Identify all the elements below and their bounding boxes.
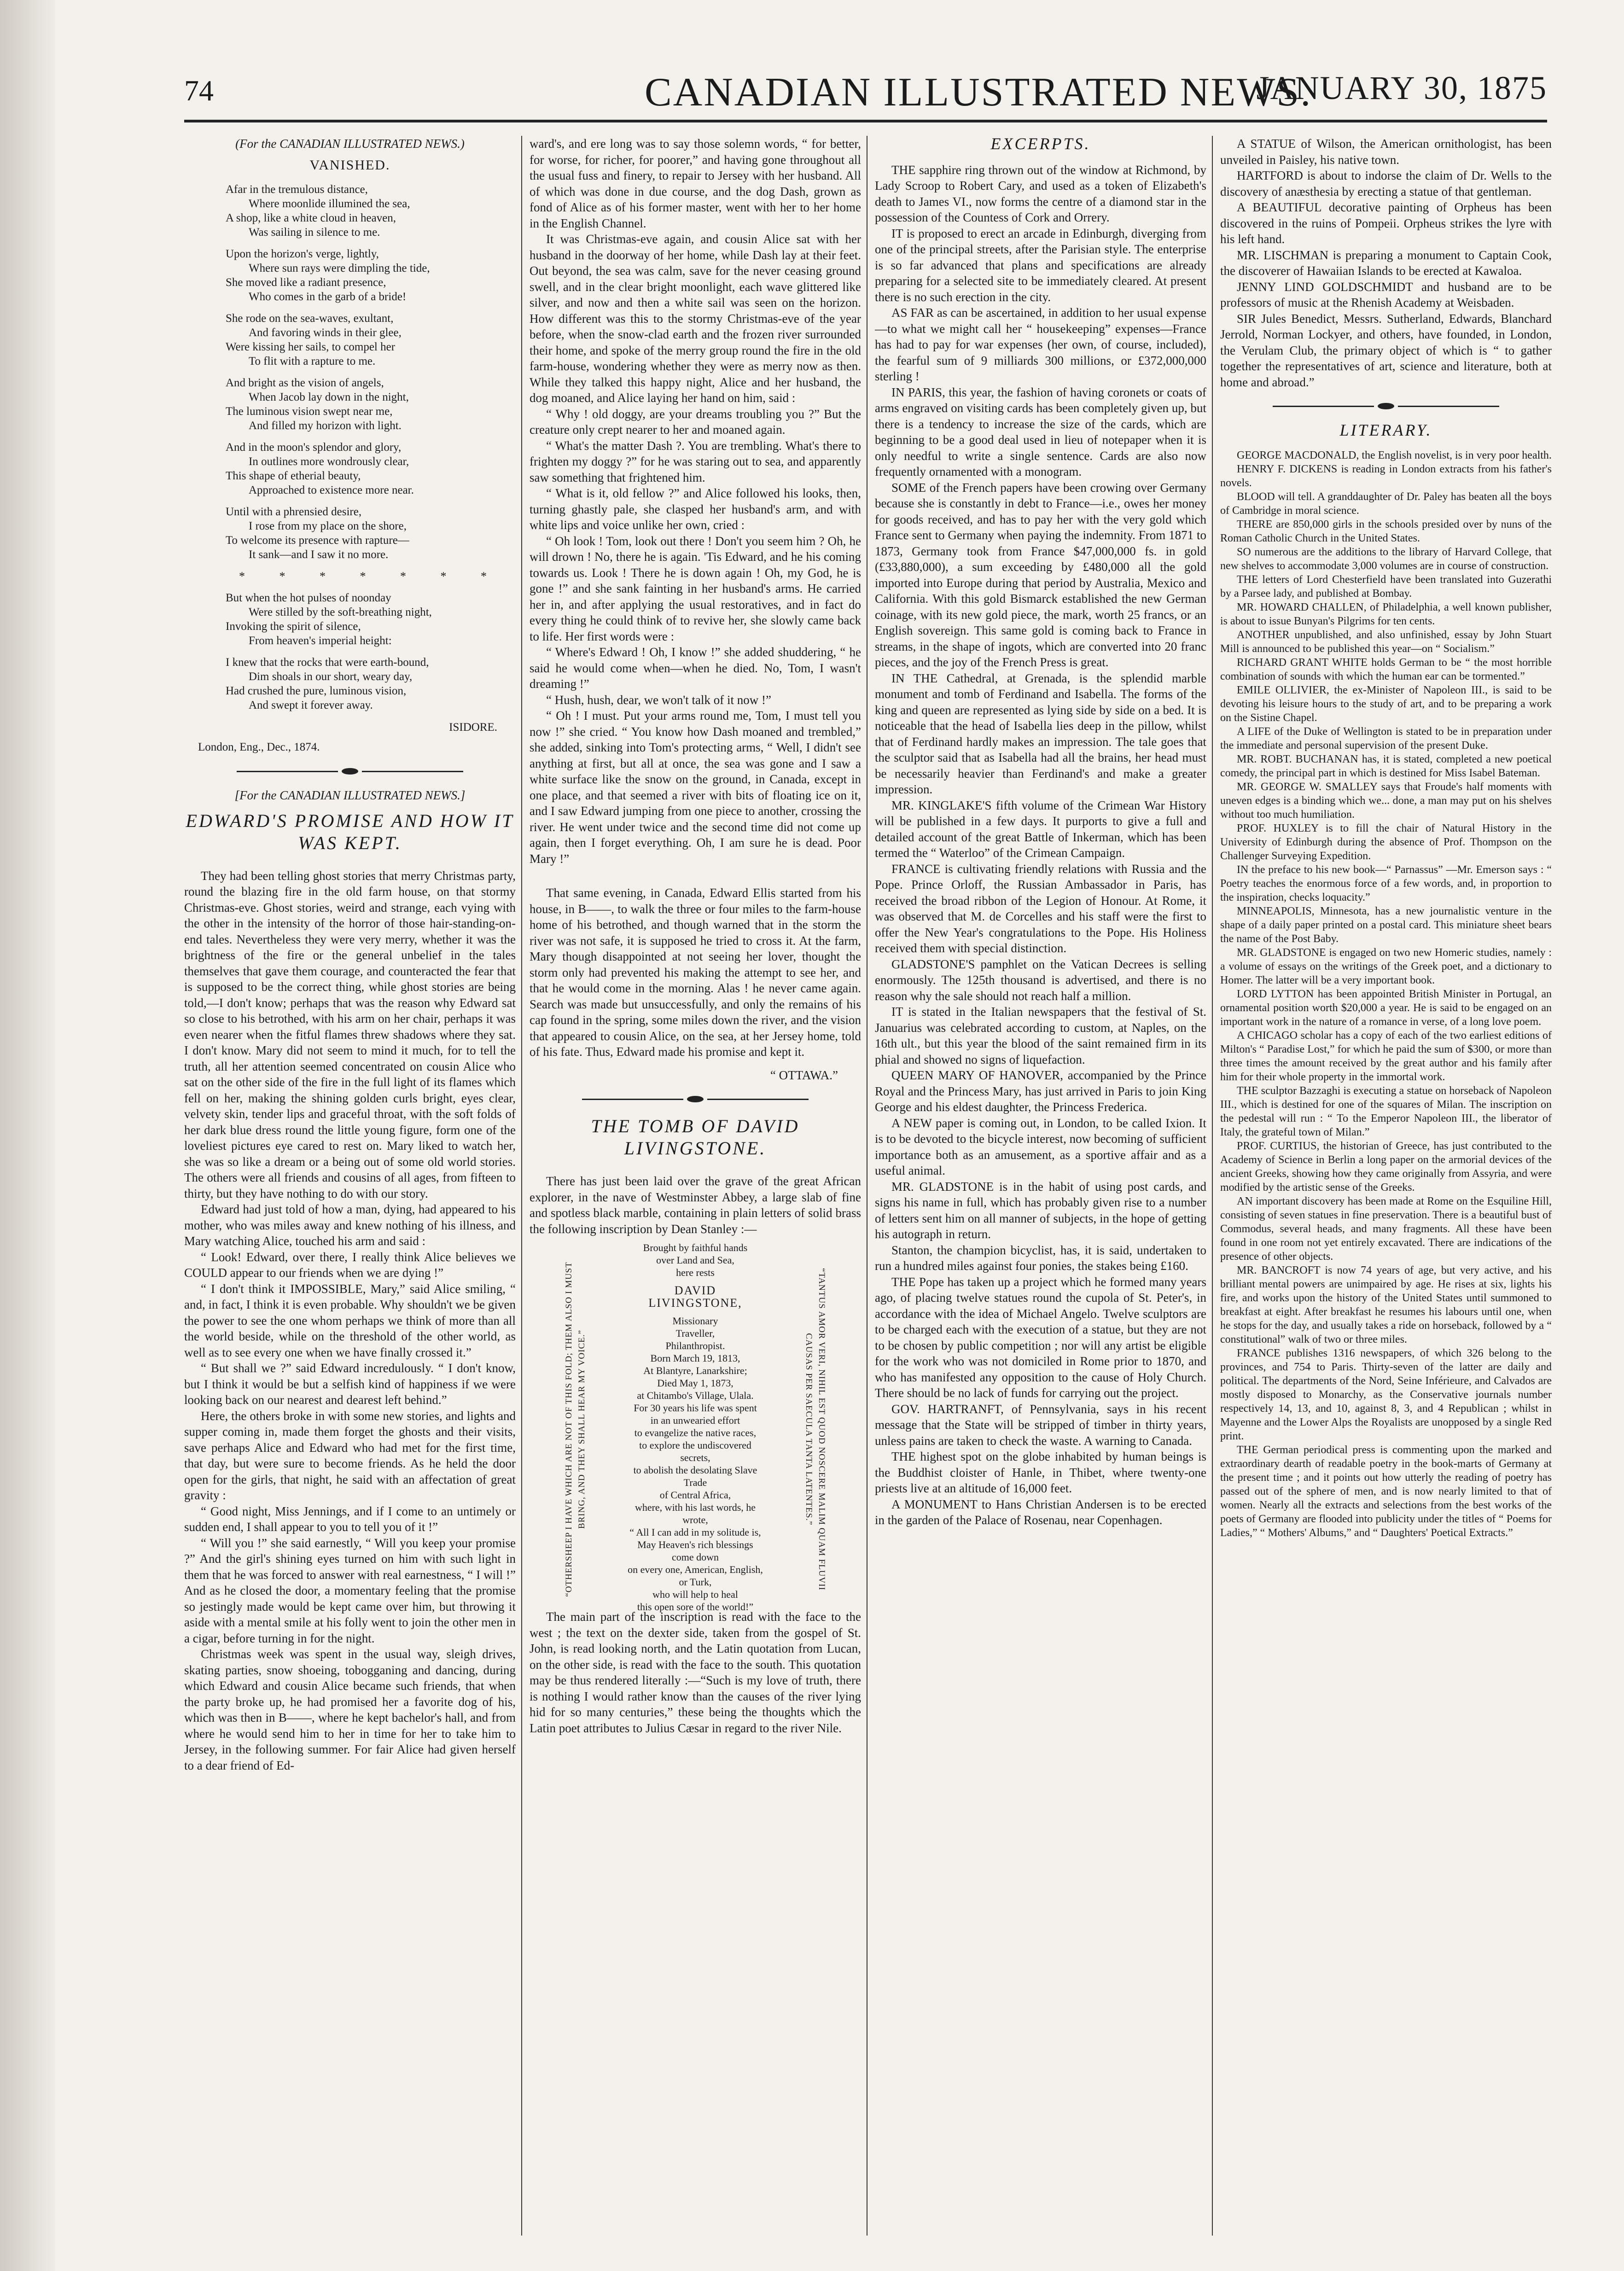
literary-item: ANOTHER unpublished, and also unfinished, essay by John Stuart Mill is announced to be published this year—on “ Socialism.” <box>1220 629 1552 655</box>
inscription-line: in an unwearied effort <box>650 1415 740 1426</box>
inscription-line: At Blantyre, Lanarkshire; <box>643 1365 747 1376</box>
excerpt-item: IN PARIS, this year, the fashion of having coronets or coats of arms engraved on visiting cards has been completely given up, but there is a tendency to increase the size of the cards, which are beginning to be a good deal used in lieu of notepaper when it is only needful to write a single sentence. Cards are also now frequently ornamented with a monogram. <box>875 385 1206 478</box>
literary-title: LITERARY. <box>1339 421 1432 439</box>
inscription-line: of Central Africa, <box>659 1489 731 1501</box>
paragraph: “ Where's Edward ! Oh, I know !” she added shuddering, “ he said he would come when—when he died. No, Tom, I wasn't dreaming !” <box>530 645 861 691</box>
paragraph: Christmas week was spent in the usual way, sleigh drives, skating parties, snow shoeing, tobogganing and dancing, during which Edward and cousin Alice became such friends, that when the party broke up, he had promised her a favorite dog of his, which was then in B——, where he kept bachelor's hall, and from where he would send him to her in time for her to take him to Jersey, in the following summer. For fair Alice had given herself to a dear friend of Ed- <box>184 1647 516 1772</box>
excerpt-item: GOV. HARTRANFT, of Pennsylvania, says in his recent message that the State will be stripped of timber in thirty years, unless pains are taken to check the waste. A warning to Canada. <box>875 1402 1206 1448</box>
literary-item: RICHARD GRANT WHITE holds German to be “ the most horrible combination of sounds with which the human ear can be tormented.” <box>1220 656 1552 682</box>
inscription-line: Died May 1, 1873, <box>657 1377 733 1389</box>
inscription-line: Brought by faithful hands <box>643 1242 748 1253</box>
paragraph: ward's, and ere long was to say those solemn words, “ for better, for worse, for richer, for poorer,” and having gone throughout all the usual fuss and finery, to repair to Jersey with her husband. All of which was done in due course, and the dog Dash, grown as fond of Alice as of his former master, went with her to her home in the English Channel. <box>530 137 861 230</box>
stanza <box>226 376 516 433</box>
story-signature: “ OTTAWA.” <box>770 1068 838 1082</box>
inscription-line: who will help to heal <box>652 1589 738 1600</box>
inscription-line: Missionary <box>672 1315 718 1327</box>
poem-line: But when the hot pulses of noonday <box>226 592 391 604</box>
excerpt-item: IT is stated in the Italian newspapers that the festival of St. Januarius was celebrated according to custom, at Naples, on the 16th ult., but this year the blood of the saint remained firm in its phial and showed no signs of liquefaction. <box>875 1005 1206 1066</box>
literary-item: MINNEAPOLIS, Minnesota, has a new journalistic venture in the shape of a daily paper printed on a postal card. This miniature sheet bears the name of the Post Baby. <box>1220 905 1552 945</box>
poem-title: VANISHED. <box>309 157 390 173</box>
poem-line: I knew that the rocks that were earth-bound, <box>226 656 429 669</box>
poem-body <box>184 182 516 712</box>
inscription-line: Philanthropist. <box>665 1340 725 1351</box>
paragraph: Edward had just told of how a man, dying, had appeared to his mother, who was miles away and knew nothing of his illness, and Mary watching Alice, touched his arm and said : <box>184 1202 516 1248</box>
stanza <box>226 440 516 497</box>
column-1 <box>184 136 516 2236</box>
spacer <box>530 867 861 885</box>
excerpt-item: THE sapphire ring thrown out of the window at Richmond, by Lady Scroop to Robert Cary, and used as a token of Elizabeth's death to James VI., now forms the centre of a diamond star in the possession of the Countess of Cork and Orrery. <box>875 163 1206 224</box>
inscription-right-side <box>769 1241 861 1601</box>
literary-item: MR. ROBT. BUCHANAN has, it is stated, completed a new poetical comedy, the principal part in which is destined for Miss Isabel Bateman. <box>1220 753 1552 779</box>
poem-line: Dim shoals in our short, weary day, <box>249 670 413 683</box>
column-4 <box>1220 136 1552 2236</box>
inscription-line: on every one, American, English, or Turk, <box>628 1564 763 1588</box>
excerpt-item: IT is proposed to erect an arcade in Edinburgh, diverging from one of the principal streets, after the Parisian style. The enterprise is so far advanced that plans and specifications are already preparing for a selected site to be immediately cleared. At present there is no such erection in the city. <box>875 226 1206 304</box>
poem-line: And swept it forever away. <box>249 699 373 711</box>
poem-credit: (For the CANADIAN ILLUSTRATED NEWS.) <box>235 137 465 151</box>
literary-item: THERE are 850,000 girls in the schools presided over by nuns of the Roman Catholic Church in the United States. <box>1220 518 1552 544</box>
column-3 <box>875 136 1206 2236</box>
poem-line: This shape of etherial beauty, <box>226 470 361 482</box>
paragraph: “ But shall we ?” said Edward incredulously. “ I don't know, but I think it would be but a selfish kind of happiness if we were looking back on our nearest and dearest left behind.” <box>184 1361 516 1407</box>
poem-line: Who comes in the garb of a bride! <box>249 291 407 303</box>
inscription-line: to explore the undiscovered secrets, <box>639 1439 751 1463</box>
poem-line: Were stilled by the soft-breathing night, <box>249 606 432 618</box>
story-title: EDWARD'S PROMISE AND HOW IT WAS KEPT. <box>186 810 514 853</box>
poem-line: A shop, like a white cloud in heaven, <box>226 212 396 224</box>
excerpt-item: THE highest spot on the globe inhabited by human beings is the Buddhist cloister of Hanle, in Thibet, where twenty-one priests live at an altitude of 16,000 feet. <box>875 1450 1206 1495</box>
inscription-line: “ All I can add in my solitude is, <box>629 1526 761 1538</box>
literary-item: THE letters of Lord Chesterfield have been translated into Guzerathi by a Parsee lady, and published at Bombay. <box>1220 573 1552 600</box>
literary-item: MR. HOWARD CHALLEN, of Philadelphia, a well known publisher, is about to issue Bunyan's Pilgrims for ten cents. <box>1220 601 1552 627</box>
excerpt-item: A BEAUTIFUL decorative painting of Orpheus has been discovered in the ruins of Pompeii. Orpheus strikes the lyre with his left hand. <box>1220 200 1552 246</box>
literary-list <box>1220 448 1552 1540</box>
story-credit: [For the CANADIAN ILLUSTRATED NEWS.] <box>234 788 466 802</box>
paragraph: “ What is it, old fellow ?” and Alice followed his looks, then, turning ghastly pale, she clasped her husband's arm, and with white lips and voice unlike her own, cried : <box>530 486 861 532</box>
poem-line: To flit with a rapture to me. <box>249 355 376 367</box>
excerpt-item: SOME of the French papers have been crowing over Germany because she is constantly in debt to France—i.e., owes her money for goods received, and has to pay her with the very gold which France sent to Germany when paying the indemnity. From 1871 to 1873, Germany took from France $47,000,000 fs. in gold (£33,880,000), a sum exceeding by £480,000 all the gold imported into Europe during that period by Australia, Mexico and California. With this gold Bismarck established the new German coinage, with its new gold piece, the mark, worth 25 francs, or an English sovereign. This same gold is coming back to France in streams, in the shape of ingots, which are converted into 20 franc pieces, and the joy of the French Press is great. <box>875 480 1206 669</box>
inscription-line: May Heaven's rich blessings come down <box>637 1539 753 1563</box>
poem-place-date: London, Eng., Dec., 1874. <box>198 740 320 753</box>
issue-date: JANUARY 30, 1875 <box>1256 70 1547 106</box>
poem-line: It sank—and I saw it no more. <box>249 548 389 561</box>
paragraph: “ I don't think it IMPOSSIBLE, Mary,” said Alice smiling, “ and, in fact, I think it is even probable. Why shouldn't we be given the power to see the one whom perhaps we think of more than all the world beside, while on the threshold of the other world, as well as to see every one when we have finally crossed it.” <box>184 1281 516 1359</box>
poem-line: She rode on the sea-waves, exultant, <box>226 312 394 325</box>
inscription-block <box>530 1241 861 1613</box>
inscription-right-text: “TANTUS AMOR VERI, NIHIL EST QUOD NOSCERE MALIM QUAM FLUVII CAUSAS PER SAECULA TANTA LATENTES.” <box>804 1268 827 1590</box>
inscription-line: to abolish the desolating Slave Trade <box>633 1464 757 1488</box>
stanza <box>226 182 516 239</box>
excerpt-item: A NEW paper is coming out, in London, to be called Ixion. It is to be devoted to the bicycle interest, now becoming of sufficient importance both as an amusement, as a sportive affair and as a useful animal. <box>875 1116 1206 1177</box>
excerpt-item: THE Pope has taken up a project which he formed many years ago, of placing twelve statues round the cupola of St. Peter's, in accordance with the idea of Michael Angelo. Twelve sculptors are to be charged each with the execution of a statue, but they are not to be chosen by public competition ; nor will any artist be eligible for the work who was not domiciled in Rome prior to 1870, and who has manifested any opposition to the cause of Holy Church. There should be no lack of funds for carrying out the project. <box>875 1275 1206 1400</box>
tomb-title: THE TOMB OF DAVID LIVINGSTONE. <box>591 1116 800 1159</box>
literary-item: A LIFE of the Duke of Wellington is stated to be in preparation under the immediate and personal supervision of the present Duke. <box>1220 725 1552 751</box>
poem-line: Invoking the spirit of silence, <box>226 620 361 633</box>
excerpt-item: JENNY LIND GOLDSCHMIDT and husband are to be professors of music at the Rhenish Academy at Weisbaden. <box>1220 280 1552 309</box>
masthead: CANADIAN ILLUSTRATED NEWS. <box>645 70 1312 115</box>
inscription-line: here rests <box>676 1267 715 1278</box>
poem-line: Approached to existence more near. <box>249 484 414 496</box>
poem-line: The luminous vision swept near me, <box>226 405 393 418</box>
paragraph: The main part of the inscription is read with the face to the west ; the text on the dexter side, taken from the gospel of St. John, is read looking north, and the Latin quotation from Lucan, on the other side, is read with the face to the south. This quotation may be thus rendered literally :—“Such is my love of truth, there is nothing I would rather know than the causes of the river lying hid for so many centuries,” these being the thoughts which the Latin poet attributes to Julius Cæsar in regard to the river Nile. <box>530 1610 861 1735</box>
excerpt-item: FRANCE is cultivating friendly relations with Russia and the Pope. Prince Orloff, the Russian Ambassador in Paris, has received the broad ribbon of the Legion of Honour. At Rome, it was observed that M. de Corcelles and his staff were the first to offer the New Year's congratulations to the Pope. His Holiness received them with special distinction. <box>875 862 1206 955</box>
ornament-divider <box>1220 403 1552 409</box>
excerpt-item: MR. KINGLAKE'S fifth volume of the Crimean War History will be published in a few days. It purports to give a full and detailed account of the great Battle of Inkerman, which has been termed the “ Waterloo” of the Crimean Campaign. <box>875 798 1206 860</box>
inscription-line: this open sore of the world!” <box>637 1601 754 1613</box>
inscription-line: Born March 19, 1813, <box>650 1352 740 1364</box>
stanza <box>226 591 516 648</box>
literary-item: THE sculptor Bazzaghi is executing a statue on horseback of Napoleon III., which is destined for one of the squares of Milan. The inscription on the pedestal will run : “ To the Emperor Napoleon III., the liberator of Italy, the grateful town of Milan.” <box>1220 1084 1552 1138</box>
page-number: 74 <box>184 74 214 107</box>
poem-line: She moved like a radiant presence, <box>226 276 386 289</box>
literary-item: GEORGE MACDONALD, the English novelist, is in very poor health. <box>1237 449 1552 461</box>
poem-line: Afar in the tremulous distance, <box>226 183 368 196</box>
poem-line: From heaven's imperial height: <box>249 635 392 647</box>
poem-line: Where sun rays were dimpling the tide, <box>249 262 430 274</box>
inscription-name: DAVID LIVINGSTONE, <box>648 1284 742 1310</box>
literary-item: EMILE OLLIVIER, the ex-Minister of Napoleon III., is said to be devoting his leisure hours to the study of art, and to be preparing a work on the Sistine Chapel. <box>1220 684 1552 724</box>
poem-line: When Jacob lay down in the night, <box>249 391 409 403</box>
excerpt-item: A STATUE of Wilson, the American ornithologist, has been unveiled in Paisley, his native town. <box>1220 137 1552 167</box>
page-header <box>184 55 1547 124</box>
excerpts-title: EXCERPTS. <box>990 136 1091 153</box>
literary-item: HENRY F. DICKENS is reading in London extracts from his father's novels. <box>1220 463 1552 489</box>
literary-item: MR. GLADSTONE is engaged on two new Homeric studies, namely : a volume of essays on the writings of the Greek poet, and a dictionary to Homer. The latter will be a very important book. <box>1220 946 1552 986</box>
inscription-line: over Land and Sea, <box>656 1254 734 1266</box>
inscription-line: where, with his last words, he wrote, <box>634 1502 756 1526</box>
column-rule <box>521 136 522 2236</box>
literary-item: PROF. HUXLEY is to fill the chair of Natural History in the University of Edinburgh during the absence of Prof. Thompson on the Challenger Surveying Expedition. <box>1220 822 1552 862</box>
poem-line: Had crushed the pure, luminous vision, <box>226 685 407 697</box>
paragraph: That same evening, in Canada, Edward Ellis started from his house, in B——, to walk the three or four miles to the farm-house home of his betrothed, and though warned that in the storm the river was not safe, it is supposed he tried to cross it. At the farm, Mary though disappointed at not seeing her lover, thought the storm only had prevented his making the attempt to see her, and that he would come in the morning. Alas ! he never came again. Search was made but unsuccessfully, and only the remains of his cap found in the spring, some miles down the river, and the vision that appeared to cousin Alice, on the sea, at her Jersey home, told of his fate. Thus, Edward made his promise and kept it. <box>530 886 861 1059</box>
paragraph: “ Will you !” she said earnestly, “ Will you keep your promise ?” And the girl's shining eyes turned on him with such light in them that he was forced to answer with real earnestness, “ I will !” And as he closed the door, a momentary feeling that the promise so jestingly made would be kept came over him, but throwing it aside with a mental smile at his folly went to join the other men in a cigar, before turning in for the night. <box>184 1536 516 1645</box>
excerpt-item: AS FAR as can be ascertained, in addition to her usual expense—to what we might call her “ housekeeping” expenses—France has had to pay for war expenses (her own, of course, included), the fearful sum of 9 milliards 300 millions, or £372,000,000 sterling ! <box>875 306 1206 383</box>
inscription-center <box>626 1241 764 1613</box>
paragraph: They had been telling ghost stories that merry Christmas party, round the blazing fire in the old farm house, on that stormy Christmas-eve. Ghost stories, weird and strange, each vying with the other in the intensity of the horror of those hair-standing-on-end tales. Nevertheless they were very merry, whether it was the brightness of the fire or the general unbelief in the tales themselves that gave them courage, and counteracted the fear that is supposed to be the correct thing, while ghost stories are being told,—I don't know; perhaps that was the reason why Edward sat so close to his betrothed, with his arm on her chair, perhaps it was even nearer when the fitful flames threw shadows where they sat. I don't know. Mary did not seem to mind it much, for to tell the truth, all her attention seemed concentrated on cousin Alice who sat on the other side of the fire in the full light of its flames which fell on her, making the shining golden curls bright, eyes clear, velvety skin, tender lips and graceful throat, with the soft folds of her dark blue dress round the little young figure, form one of the loveliest pictures eye cared to rest on. Mary liked to watch her, she was so like a dream or a being out of some old world stories. The others were all friends and cousins of all ages, from fifteen to thirty, but they have nothing to do with our story. <box>184 868 516 1200</box>
poem-line: And bright as the vision of angels, <box>226 377 384 389</box>
paragraph: “ What's the matter Dash ?. You are trembling. What's there to frighten my doggy ?” for he was staring out to sea, and apparently saw something that frightened him. <box>530 438 861 484</box>
poem-line: I rose from my place on the shore, <box>249 520 407 532</box>
stanza <box>226 247 516 304</box>
excerpt-item: A MONUMENT to Hans Christian Andersen is to be erected in the garden of the Palace of Rosenau, near Copenhagen. <box>875 1497 1206 1527</box>
excerpt-item: GLADSTONE'S pamphlet on the Vatican Decrees is selling enormously. The 125th thousand is advertised, and there is no reason why the sale should not reach half a million. <box>875 957 1206 1003</box>
literary-item: MR. BANCROFT is now 74 years of age, but very active, and his brilliant mental powers are unimpaired by age. He rises at six, lights his fire, and works upon the history of the United States until summoned to breakfast at eight. After breakfast he resumes his labours until one, when he stops for the day, and usually takes a ride on horseback, followed by a “ constitutional” walk of two or three miles. <box>1220 1264 1552 1345</box>
column-rule <box>1212 136 1213 2236</box>
poem-line: And favoring winds in their glee, <box>249 326 402 339</box>
poem-signature: ISIDORE. <box>449 721 497 734</box>
paragraph: “ Good night, Miss Jennings, and if I come to an untimely or sudden end, I shall appear to you to tell you of it !” <box>184 1504 516 1534</box>
paragraph: “ Hush, hush, dear, we won't talk of it now !” <box>546 693 771 707</box>
paragraph: Here, the others broke in with some new stories, and lights and supper coming in, made them forget the ghosts and their visits, save perhaps Alice and Edward who had met for the first time, that day, but were sure to become friends. As he held the door open for the girls, that night, he said with an affectation of great gravity : <box>184 1409 516 1502</box>
inscription-line: For 30 years his life was spent <box>634 1402 757 1414</box>
ornament-divider <box>184 768 516 774</box>
literary-item: BLOOD will tell. A granddaughter of Dr. Paley has beaten all the boys of Cambridge in moral science. <box>1220 490 1552 517</box>
literary-item: IN the preface to his new book—“ Parnassus” —Mr. Emerson says : “ Poetry teaches the enormous force of a few words, and, in proportion to the inspiration, checks loquacity.” <box>1220 863 1552 903</box>
excerpt-item: HARTFORD is about to indorse the claim of Dr. Wells to the discovery of anæsthesia by erecting a statue of that gentleman. <box>1220 169 1552 198</box>
excerpt-item: Stanton, the champion bicyclist, has, it is said, undertaken to run a hundred miles against four ponies, the stakes being £160. <box>875 1243 1206 1273</box>
excerpt-item: MR. GLADSTONE is in the habit of using post cards, and signs his name in full, which has probably given rise to a number of letters sent him on all manner of subjects, in the hope of getting his autograph in return. <box>875 1179 1206 1241</box>
stanza <box>226 655 516 712</box>
header-rule <box>184 120 1547 122</box>
poem-line: And in the moon's splendor and glory, <box>226 441 402 454</box>
literary-item: THE German periodical press is commenting upon the marked and extraordinary dearth of readable poetry in the book-marts of Germany at the present time ; and it points out how utterly the reading of poetry has passed out of the sphere of men, and is now nearly limited to that of women. Nearly all the extracts and selections from the best works of the poets of Germany are flooded into publicity under the titles of “ Poems for Ladies,” “ Mothers' Albums,” and “ Daughters' Poetical Extracts.” <box>1220 1444 1552 1539</box>
inscription-line: to evangelize the native races, <box>634 1427 757 1438</box>
paragraph: “ Why ! old doggy, are your dreams troubling you ?” But the creature only crept nearer to her and moaned again. <box>530 407 861 437</box>
excerpt-item: SIR Jules Benedict, Messrs. Sutherland, Edwards, Blanchard Jerrold, Norman Lockyer, and others, have founded, in London, the Verulam Club, the primary object of which is “ to gather together the representatives of art, science and literature, both at home and abroad.” <box>1220 311 1552 389</box>
literary-item: LORD LYTTON has been appointed British Minister in Portugal, an ornamental position worth $20,000 a year. He is said to be engaged on an important work in the nature of a romance in verse, of a long love poem. <box>1220 988 1552 1028</box>
literary-item: FRANCE publishes 1316 newspapers, of which 326 belong to the provinces, and 754 to Paris. Thirty-seven of the latter are daily and political. The departments of the Nord, Seine Inférieure, and Calvados are mostly disposed to Monarchy, as the Conservative journals number respectively 14, 13, and 10, against 8, 3, and 4 Republican ; whilst in Mayenne and the Lower Alps the Royalists are unopposed by a single Red print. <box>1220 1347 1552 1442</box>
poem-line: Where moonlide illumined the sea, <box>249 198 410 210</box>
paragraph: “ Look! Edward, over there, I really think Alice believes we COULD appear to our friends when we are dying !” <box>184 1250 516 1280</box>
paragraph: “ Oh ! I must. Put your arms round me, Tom, I must tell you now !” she cried. “ You know how Dash moaned and trembled,” she added, sinking into Tom's protecting arms, “ Well, I didn't see anything at first, but all at once, the sea was gone and I saw a white surface like the snow on the ground, in Canada, except in one place, and that seemed a river with bits of floating ice on it, and I saw Edward jumping from one piece to another, crossing the river. He went under twice and the second time did not come up again, then I forget everything. Oh, I am sure he is dead. Poor Mary !” <box>530 709 861 866</box>
excerpt-item: IN THE Cathedral, at Grenada, is the splendid marble monument and tomb of Ferdinand and Isabella. The forms of the king and queen are represented as lying side by side on a bed. It is noticeable that the head of Isabella lies deep in the pillow, whilst that of Ferdinand hardly makes an impression. The tale goes that the sculptor said that as Isabella had all the brains, her head must be necessarily heavier than Ferdinand's and make a greater impression. <box>875 671 1206 796</box>
literary-item: AN important discovery has been made at Rome on the Esquiline Hill, consisting of seven statues in fine preservation. There is a beautiful bust of Commodus, several heads, and many fragments. All these have been found in one room not yet entirely excavated. There are indications of the presence of other objects. <box>1220 1195 1552 1263</box>
poem-line: Was sailing in silence to me. <box>249 226 380 239</box>
poem-line: And filled my horizon with light. <box>249 419 402 432</box>
literary-item: A CHICAGO scholar has a copy of each of the two earliest editions of Milton's “ Paradise Lost,” for which he paid the sum of $300, or more than three times the amount received by the great author and his family after him for their whole property in the immortal work. <box>1220 1029 1552 1083</box>
poem-line: In outlines more wondrously clear, <box>249 455 409 468</box>
inscription-left-side <box>530 1241 622 1601</box>
inscription-line: at Chitambo's Village, Ulala. <box>637 1390 754 1401</box>
literary-item: MR. GEORGE W. SMALLEY says that Froude's half moments with uneven edges is a binding which we... done, a man may put on his shelves without too much humiliation. <box>1220 780 1552 821</box>
poem-line: To welcome its presence with rapture— <box>226 534 409 547</box>
stanza <box>226 311 516 368</box>
inscription-line: Traveller, <box>675 1328 715 1339</box>
poem-line: Upon the horizon's verge, lightly, <box>226 248 379 260</box>
poem-line: Were kissing her sails, to compel her <box>226 341 396 353</box>
inscription-left-text: “OTHERSHEEP I HAVE WHICH ARE NOT OF THIS FOLD; THEM ALSO I MUST BRING, AND THEY SHALL HEAR MY VOICE.” <box>564 1262 587 1597</box>
excerpt-item: QUEEN MARY OF HANOVER, accompanied by the Prince Royal and the Princess Mary, has just arrived in Paris to join King George and his eldest daughter, the Princess Frederica. <box>875 1068 1206 1114</box>
poem-line: Until with a phrensied desire, <box>226 506 362 518</box>
paragraph: It was Christmas-eve again, and cousin Alice sat with her husband in the doorway of her home, while Dash lay at their feet. Out beyond, the sea was calm, save for the never ceasing ground swell, and in the clear bright moonlight, each wave glittered like silver, and now and then a white sail was seen on the horizon. How different was this to the stormy Christmas-eve of the year before, when the snow-clad earth and the frozen river surrounded their home, and spoke of the merry group round the fire in the old farm-house, wondering whether they were as merry now as then. While they talked this happy night, Alice and her husband, the dog moaned, and Alice laying her hand on him, said : <box>530 232 861 405</box>
ornament-divider <box>530 1096 861 1102</box>
column-2 <box>530 136 861 2236</box>
literary-item: PROF. CURTIUS, the historian of Greece, has just contributed to the Academy of Science in Berlin a long paper on the armorial devices of the ancient Greeks, showing how they came originally from Assyria, and were modified by the artistic sense of the Greeks. <box>1220 1140 1552 1194</box>
excerpt-item: MR. LISCHMAN is preparing a monument to Captain Cook, the discoverer of Hawaiian Islands to be erected at Kawaloa. <box>1220 248 1552 278</box>
paragraph: “ Oh look ! Tom, look out there ! Don't you seem him ? Oh, he will drown ! No, there he is again. 'Tis Edward, and he his coming towards us. Look ! There he is down again ! Oh, my God, he is gone !” and she sank fainting in her husband's arms. He carried her in, and after applying the usual restoratives, and in fact do every thing he could think of to revive her, she slowly came back to life. Her first words were : <box>530 534 861 643</box>
paragraph: There has just been laid over the grave of the great African explorer, in the nave of Westminster Abbey, a large slab of fine and spotless black marble, containing in plain letters of solid brass the following inscription by Dean Stanley :— <box>530 1174 861 1236</box>
section-stars: * * * * * * * <box>239 570 502 583</box>
page-edge-shadow <box>0 0 55 2271</box>
literary-item: SO numerous are the additions to the library of Harvard College, that new shelves to accommodate 3,000 volumes are in course of construction. <box>1220 546 1552 572</box>
stanza <box>226 505 516 562</box>
